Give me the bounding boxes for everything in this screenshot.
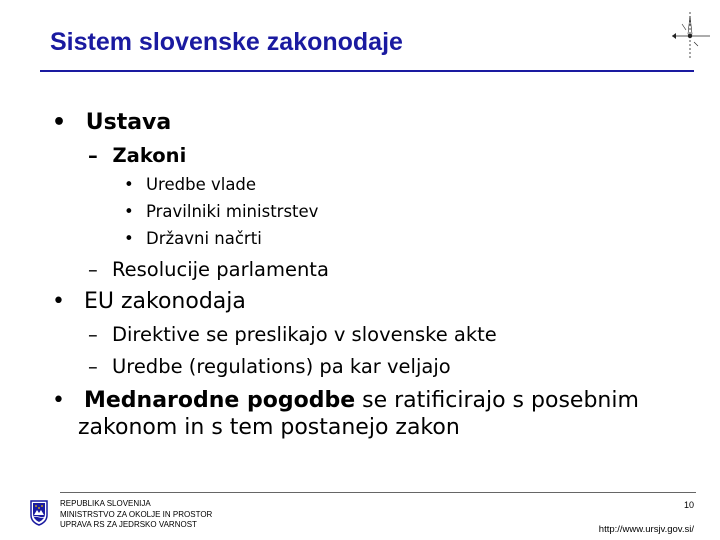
bullet-text: Uredbe (regulations) pa kar veljajo (111, 355, 451, 378)
bullet-item-uredbe-vlade (124, 175, 256, 194)
bullet-item-resolucije (88, 258, 329, 281)
bullet-item-drzavni-nacrti (124, 229, 262, 248)
bullet-item-uredbe-regulations (88, 355, 451, 378)
footer-line-ministry: MINISTRSTVO ZA OKOLJE IN PROSTOR (60, 509, 213, 519)
bullet-text: Resolucije parlamenta (111, 258, 329, 281)
bullet-marker: • (124, 175, 134, 194)
bullet-text: Ustava (85, 110, 172, 135)
bullet-item-eu-zakonodaja (52, 289, 246, 314)
bullet-text: EU zakonodaja (83, 289, 246, 314)
bullet-item-direktive (88, 323, 497, 346)
footer-divider (60, 492, 696, 493)
bullet-item-zakoni (88, 144, 186, 167)
footer-organization (60, 499, 212, 531)
dash-marker: – (88, 323, 98, 346)
bullet-item-mednarodne-pogodbe (52, 388, 639, 413)
bullet-text-bold: Mednarodne pogodbe (83, 388, 356, 413)
footer-url-link[interactable]: http://www.ursjv.gov.si/ (598, 524, 694, 535)
title-underline (40, 70, 694, 72)
dash-marker: – (88, 355, 98, 378)
bullet-text: Državni načrti (145, 229, 262, 248)
bullet-marker: • (124, 202, 134, 221)
bullet-text: se ratificirajo s posebnim (355, 388, 639, 413)
bullet-marker: • (52, 388, 65, 413)
bullet-item-mednarodne-continuation: zakonom in s tem postanejo zakon (78, 415, 460, 440)
bullet-marker: • (124, 229, 134, 248)
page-number: 10 (683, 500, 694, 510)
footer-line-administration: UPRAVA RS ZA JEDRSKO VARNOST (60, 520, 197, 529)
bullet-text: Uredbe vlade (145, 175, 257, 194)
bullet-item-pravilniki (124, 202, 318, 221)
compass-logo-icon (668, 10, 712, 62)
slide-title: Sistem slovenske zakonodaje (50, 28, 403, 56)
footer-line-republic: REPUBLIKA SLOVENIJA (60, 499, 151, 508)
dash-marker: – (88, 258, 98, 281)
slovenia-coat-of-arms-icon (30, 500, 48, 526)
bullet-text: Pravilniki ministrstev (145, 202, 319, 221)
bullet-text: Direktive se preslikajo v slovenske akte (111, 323, 497, 346)
dash-marker: – (88, 144, 98, 167)
bullet-item-ustava (52, 110, 171, 135)
bullet-marker: • (52, 110, 67, 135)
bullet-text: Zakoni (112, 144, 187, 167)
bullet-marker: • (52, 289, 65, 314)
